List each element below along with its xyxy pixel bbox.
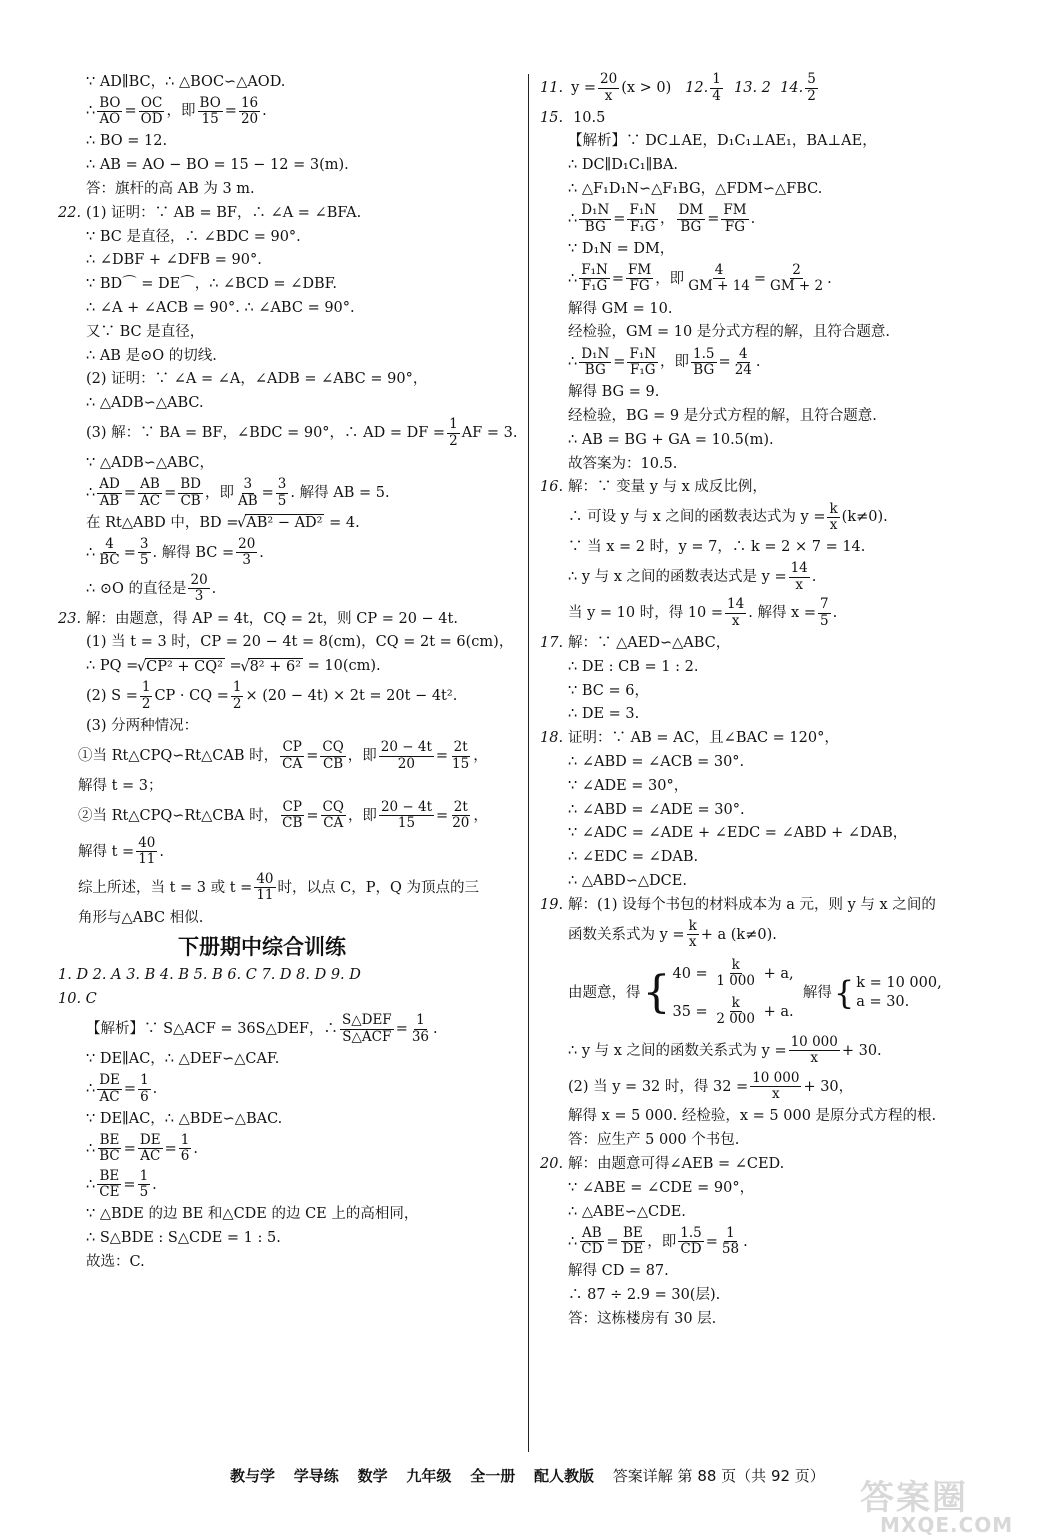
text-line: ∴ AB 是⊙O 的切线. [86,347,217,364]
text-line: ∴ ∠ABD = ∠ACB = 30°. [568,753,745,770]
question-19: 19. 解：(1) 设每个书包的材料成本为 a 元，则 y 与 x 之间的 [540,896,936,913]
text-line: ∴ $\frac{AD}{AB}$ = $\frac{AB}{AC}$ = $\frac{BD}{CB}$ ，即 $\frac{3}{AB}$ = $\frac{3}{5}$ . 解得 AB = 5. [86,476,390,509]
text-line: (2) S = $\frac{1}{2}$ CP · CQ = $\frac{1}{2}$ × (20 − 4t) × 2t = 20t − 4t². [86,679,458,712]
text-line: ∴ ∠A + ∠ACB = 90°. ∴ ∠ABC = 90°. [86,299,355,316]
right-column [540,70,1010,1331]
text-line: 【解析】∵ DC⊥AE，D₁C₁⊥AE₁，BA⊥AE， [568,133,877,150]
text-line: (2) 证明：∵ ∠A = ∠A，∠ADB = ∠ABC = 90°， [86,371,428,388]
text-line: ∴ ∠EDC = ∠DAB. [568,849,699,866]
text-line: ∴ $\frac{\text{D₁N}}{BG}$ = $\frac{\text{F₁N}}{\text{F₁G}}$ ，即 $\frac{1.5}{BG}$ = $\frac{4}{24}$ . [568,345,761,379]
text-line: ∴ $\frac{BO}{AO}$ = $\frac{OC}{OD}$ ，即 $\frac{BO}{15}$ = $\frac{16}{20}$ . [86,94,267,128]
answer-list: 1. D 2. A 3. B 4. B 5. B 6. C 7. D 8. D 9. D [58,967,361,984]
text-line: ∵ 当 x = 2 时，y = 7，∴ k = 2 × 7 = 14. [568,539,866,556]
text-line: ∴ △ABD∽△DCE. [568,872,687,889]
text-line: ∴ ∠DBF + ∠DFB = 90°. [86,252,262,269]
text-line: 经检验，GM = 10 是分式方程的解，且符合题意. [568,324,890,341]
text-line: ∴ $\frac{AB}{CD}$ = $\frac{BE}{DE}$ ，即 $\frac{1.5}{CD}$ = $\frac{1}{58}$ . [568,1224,748,1258]
text-line: ∴ △F₁D₁N∽△F₁BG，△FDM∽△FBC. [568,180,823,197]
question-22: 22. (1) 证明：∵ AB = BF，∴ ∠A = ∠BFA. [58,204,362,221]
answers-11-14: 11. y = $\frac{20}{x}$ (x > 0) 12. $\frac{1}{4}$ 13. 2 14. $\frac{5}{2}$ [540,70,816,104]
text-line: ∴ DE = 3. [568,706,640,723]
text-line: ∴ $\frac{BE}{BC}$ = $\frac{DE}{AC}$ = $\frac{1}{6}$ . [86,1131,198,1165]
question-16: 16. 解：∵ 变量 y 与 x 成反比例， [540,479,767,496]
text-line: 答：这栋楼房有 30 层. [568,1311,717,1328]
text-line: ∴ ∠ABD = ∠ADE = 30°. [568,801,745,818]
text-line: ∵ ∠ABE = ∠CDE = 90°， [568,1179,755,1196]
text-line: 综上所述，当 t = 3 或 t = $\frac{40}{11}$ 时，以点 C，P，Q 为顶点的三 [78,870,479,904]
text-line: ∴ y 与 x 之间的函数表达式是 y = $\frac{14}{x}$ . [568,560,817,593]
text-line: ∴ ⊙O 的直径是 $\frac{20}{3}$ . [86,571,217,605]
text-line: ∵ AD∥BC，∴ △BOC∽△AOD. [86,73,286,90]
text-line: ∴ 可设 y 与 x 之间的函数表达式为 y = $\frac{k}{x}$ (k≠0). [568,500,888,534]
text-line: 在 Rt△ABD 中，BD = √ AB² − AD² = 4. [58,511,520,535]
text-line: ∴ S△BDE : S△CDE = 1 : 5. [86,1230,281,1247]
text-line: (3) 解：∵ BA = BF，∠BDC = 90°，∴ AD = DF = $\frac{1}{2}$ AF = 3. [86,416,518,449]
text-line: 函数关系式为 y = $\frac{k}{x}$ + a (k≠0). [568,917,777,951]
equation-system: 由题意，得 { 40 = $\frac{k}{1 000}$ + a, 35 = $\frac{k}{2 000}$ + a. 解得 { k = 10 000, a = 30. [568,956,942,1028]
footer-grade: 九年级 [406,1467,452,1485]
text-line: 解得 t = 3； [78,777,163,794]
text-line: ∴ DE : CB = 1 : 2. [568,658,699,675]
question-23: 23. 解：由题意，得 AP = 4t，CQ = 2t，则 CP = 20 − 4t. [58,610,458,627]
text-line: ②当 Rt△CPQ∽Rt△CBA 时， $\frac{CP}{CB}$ = $\frac{CQ}{CA}$ ，即 $\frac{20 - 4t}{15}$ = $\frac{2t}{20}$ ， [78,798,488,832]
text-line: ∴ △ADB∽△ABC. [86,395,204,412]
text-line: ∵ ∠ADC = ∠ADE + ∠EDC = ∠ABD + ∠DAB， [568,825,908,842]
text-line: ∵ BC = 6， [568,682,649,699]
text-line: ∵ △BDE 的边 BE 和△CDE 的边 CE 上的高相同， [86,1206,419,1223]
text-line: 当 y = 10 时，得 10 = $\frac{14}{x}$ . 解得 x = $\frac{7}{5}$ . [568,596,838,629]
text-line: ∴ △ABE∽△CDE. [568,1203,686,1220]
text-line: 解得 BG = 9. [568,384,660,401]
text-line: ∴ y 与 x 之间的函数关系式为 y = $\frac{10 000}{x}$ + 30. [568,1033,882,1067]
text-line: ∵ DE∥AC，∴ △DEF∽△CAF. [86,1050,280,1067]
column-divider [528,74,529,1452]
text-line: 【解析】∵ S△ACF = 36S△DEF，∴ $\frac{\text{S△DEF}}{\text{S△ACF}}$ = $\frac{1}{36}$ . [86,1012,438,1045]
text-line: ∴ PQ = √ CP² + CQ² = √ 8² + 6² = 10(cm). [58,655,520,679]
text-line: ∵ BD⌒ = DE⌒，∴ ∠BCD = ∠DBF. [86,276,338,293]
text-line: 解得 CD = 87. [568,1263,669,1280]
text-line: ∵ DE∥AC，∴ △BDE∽△BAC. [86,1110,283,1127]
text-line: 故选：C. [86,1254,145,1271]
text-line: 答：应生产 5 000 个书包. [568,1132,740,1149]
text-line: ∴ $\frac{BE}{CE}$ = $\frac{1}{5}$ . [86,1167,157,1201]
text-line: ∴ AB = AO − BO = 15 − 12 = 3(m). [86,157,349,174]
question-15: 15. 10.5 [540,109,606,126]
text-line: ∴ DC∥D₁C₁∥BA. [568,157,679,174]
text-line: ①当 Rt△CPQ∽Rt△CAB 时， $\frac{CP}{CA}$ = $\frac{CQ}{CB}$ ，即 $\frac{20 - 4t}{20}$ = $\frac{2t}{15}$ ， [78,739,488,772]
footer-volume: 全一册 [470,1467,516,1485]
text-line: 解得 GM = 10. [568,300,673,317]
text-line: ∵ BC 是直径，∴ ∠BDC = 90°. [86,228,301,245]
answer-list: 10. C [58,991,97,1008]
text-line: 经检验，BG = 9 是分式方程的解，且符合题意. [568,407,877,424]
page-footer [230,1465,825,1486]
text-line: ∴ BO = 12. [86,133,168,150]
footer-brand: 教与学 [230,1467,276,1485]
text-line: (1) 当 t = 3 时，CP = 20 − 4t = 8(cm)，CQ = 2t = 6(cm)， [86,634,514,651]
text-line: ∴ $\frac{\text{F₁N}}{\text{F₁G}}$ = $\frac{FM}{FG}$ ，即 $\frac{4}{GM + 14}$ = $\frac{2}{GM + 2}$ . [568,261,832,295]
text-line: 答：旗杆的高 AB 为 3 m. [86,180,255,197]
text-line: ∴ $\frac{\text{D₁N}}{BG}$ = $\frac{\text{F₁N}}{\text{F₁G}}$ ， $\frac{DM}{BG}$ = $\frac{FM}{FG}$ . [568,202,756,235]
text-line: 又∵ BC 是直径， [86,323,205,340]
text-line: 解得 t = $\frac{40}{11}$ . [78,834,164,868]
question-20: 20. 解：由题意可得∠AEB = ∠CED. [540,1156,785,1173]
text-line: (2) 当 y = 32 时，得 32 = $\frac{10 000}{x}$ + 30， [568,1069,854,1103]
footer-subject: 数学 [357,1467,388,1485]
text-line: (3) 分两种情况： [86,717,199,734]
text-line: ∵ △ADB∽△ABC， [86,454,215,471]
footer-page-info: 答案详解 第 88 页（共 92 页） [612,1467,825,1485]
text-line: 解得 x = 5 000. 经检验，x = 5 000 是原分式方程的根. [568,1108,937,1125]
text-line: ∵ D₁N = DM， [568,240,675,257]
text-line: 故答案为：10.5. [568,455,678,472]
question-17: 17. 解：∵ △AED∽△ABC， [540,634,731,651]
text-line: ∵ ∠ADE = 30°， [568,777,689,794]
text-line: ∴ 87 ÷ 2.9 = 30(层). [568,1287,721,1304]
section-title: 下册期中综合训练 [178,934,346,959]
text-line: ∴ $\frac{DE}{AC}$ = $\frac{1}{6}$ . [86,1072,158,1105]
footer-edition: 配人教版 [533,1467,594,1485]
text-line: ∴ AB = BG + GA = 10.5(m). [568,431,774,448]
text-line: ∴ $\frac{4}{BC}$ = $\frac{3}{5}$ . 解得 BC = $\frac{20}{3}$ . [86,535,264,569]
watermark-logo: 答案圈 MXQE.COM [860,1478,1014,1537]
text-line: 角形与△ABC 相似. [78,909,204,926]
footer-series: 学导练 [293,1467,339,1485]
question-18: 18. 证明：∵ AB = AC，且∠BAC = 120°， [540,730,839,747]
left-column [58,70,520,1274]
